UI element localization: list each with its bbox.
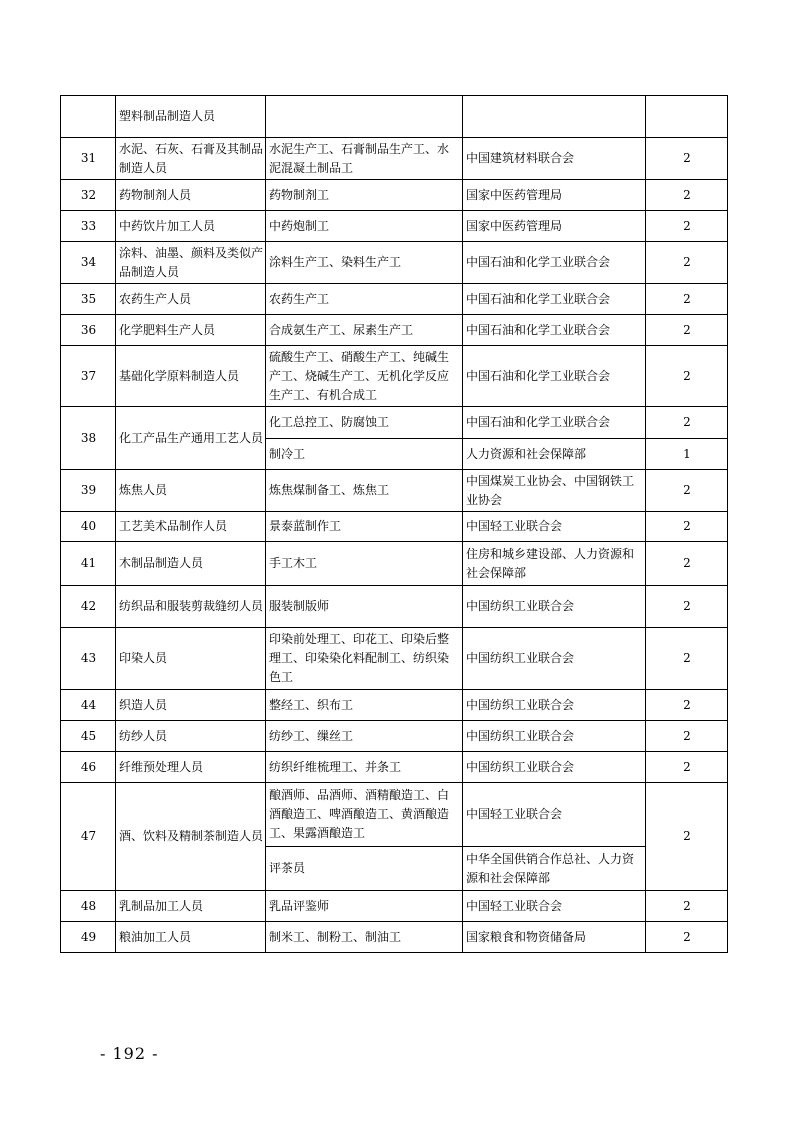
occupation-group: 中药饮片加工人员	[116, 211, 266, 242]
quota-count: 2	[646, 315, 728, 346]
quota-count: 2	[646, 346, 728, 407]
quota-count: 2	[646, 470, 728, 512]
quota-count: 2	[646, 586, 728, 628]
row-number: 39	[61, 470, 116, 512]
quota-count: 2	[646, 242, 728, 284]
job-title: 纺织纤维梳理工、并条工	[266, 752, 463, 783]
issuing-organization: 人力资源和社会保障部	[463, 439, 646, 470]
issuing-organization: 中华全国供销合作总社、人力资源和社会保障部	[463, 847, 646, 891]
issuing-organization: 国家中医药管理局	[463, 211, 646, 242]
row-number: 47	[61, 783, 116, 891]
occupation-group: 塑料制品制造人员	[116, 96, 266, 138]
job-title: 化工总控工、防腐蚀工	[266, 407, 463, 439]
job-title: 手工木工	[266, 542, 463, 586]
occupation-group: 印染人员	[116, 628, 266, 690]
row-number: 36	[61, 315, 116, 346]
occupation-group: 织造人员	[116, 690, 266, 721]
issuing-organization: 中国轻工业联合会	[463, 512, 646, 542]
row-number: 48	[61, 891, 116, 922]
table-row	[61, 315, 728, 346]
row-number: 49	[61, 922, 116, 953]
job-title: 印染前处理工、印花工、印染后整理工、印染染化料配制工、纺织染色工	[266, 628, 463, 690]
occupation-group: 纺纱人员	[116, 721, 266, 752]
table-row	[61, 690, 728, 721]
job-title: 硫酸生产工、硝酸生产工、纯碱生产工、烧碱生产工、无机化学反应生产工、有机合成工	[266, 346, 463, 407]
issuing-organization: 中国石油和化学工业联合会	[463, 284, 646, 315]
issuing-organization: 中国煤炭工业协会、中国钢铁工业协会	[463, 470, 646, 512]
quota-count	[646, 96, 728, 138]
job-title: 评茶员	[266, 847, 463, 891]
table-row	[61, 752, 728, 783]
job-title: 制米工、制粉工、制油工	[266, 922, 463, 953]
quota-count: 2	[646, 922, 728, 953]
issuing-organization: 中国轻工业联合会	[463, 891, 646, 922]
job-title: 中药炮制工	[266, 211, 463, 242]
occupation-group: 水泥、石灰、石膏及其制品制造人员	[116, 138, 266, 180]
job-title: 酿酒师、品酒师、酒精酿造工、白酒酿造工、啤酒酿造工、黄酒酿造工、果露酒酿造工	[266, 783, 463, 847]
table-row	[61, 407, 728, 439]
occupation-group: 酒、饮料及精制茶制造人员	[116, 783, 266, 891]
occupation-group: 纤维预处理人员	[116, 752, 266, 783]
occupation-group: 涂料、油墨、颜料及类似产品制造人员	[116, 242, 266, 284]
table-row	[61, 542, 728, 586]
table-row	[61, 96, 728, 138]
table-row	[61, 628, 728, 690]
occupation-table-body	[61, 96, 728, 953]
issuing-organization: 中国轻工业联合会	[463, 783, 646, 847]
issuing-organization: 中国纺织工业联合会	[463, 628, 646, 690]
job-title: 纺纱工、缫丝工	[266, 721, 463, 752]
table-row	[61, 346, 728, 407]
row-number: 31	[61, 138, 116, 180]
issuing-organization: 中国石油和化学工业联合会	[463, 242, 646, 284]
occupation-group: 纺织品和服装剪裁缝纫人员	[116, 586, 266, 628]
quota-count: 2	[646, 407, 728, 439]
job-title: 乳品评鉴师	[266, 891, 463, 922]
row-number: 38	[61, 407, 116, 470]
quota-count: 2	[646, 721, 728, 752]
row-number: 37	[61, 346, 116, 407]
table-row	[61, 242, 728, 284]
job-title: 农药生产工	[266, 284, 463, 315]
issuing-organization: 中国石油和化学工业联合会	[463, 407, 646, 439]
row-number: 35	[61, 284, 116, 315]
occupation-group: 粮油加工人员	[116, 922, 266, 953]
job-title: 涂料生产工、染料生产工	[266, 242, 463, 284]
quota-count: 2	[646, 891, 728, 922]
row-number: 41	[61, 542, 116, 586]
occupation-group: 工艺美术品制作人员	[116, 512, 266, 542]
quota-count: 2	[646, 180, 728, 211]
quota-count: 2	[646, 628, 728, 690]
issuing-organization: 中国纺织工业联合会	[463, 586, 646, 628]
quota-count: 2	[646, 138, 728, 180]
quota-count: 2	[646, 211, 728, 242]
job-title: 景泰蓝制作工	[266, 512, 463, 542]
job-title: 整经工、织布工	[266, 690, 463, 721]
occupation-table	[60, 95, 728, 953]
table-row	[61, 891, 728, 922]
issuing-organization: 中国纺织工业联合会	[463, 721, 646, 752]
job-title: 药物制剂工	[266, 180, 463, 211]
row-number: 44	[61, 690, 116, 721]
job-title: 服装制版师	[266, 586, 463, 628]
job-title: 制冷工	[266, 439, 463, 470]
occupation-group: 木制品制造人员	[116, 542, 266, 586]
table-row	[61, 922, 728, 953]
table-row	[61, 586, 728, 628]
table-row	[61, 284, 728, 315]
occupation-group: 化工产品生产通用工艺人员	[116, 407, 266, 470]
row-number: 33	[61, 211, 116, 242]
quota-count: 2	[646, 783, 728, 891]
issuing-organization: 中国建筑材料联合会	[463, 138, 646, 180]
occupation-group: 化学肥料生产人员	[116, 315, 266, 346]
page-number: - 192 -	[100, 1044, 159, 1063]
row-number: 43	[61, 628, 116, 690]
job-title: 炼焦煤制备工、炼焦工	[266, 470, 463, 512]
quota-count: 2	[646, 512, 728, 542]
issuing-organization: 中国纺织工业联合会	[463, 690, 646, 721]
issuing-organization: 国家中医药管理局	[463, 180, 646, 211]
table-row	[61, 211, 728, 242]
table-row	[61, 512, 728, 542]
row-number: 32	[61, 180, 116, 211]
issuing-organization: 住房和城乡建设部、人力资源和社会保障部	[463, 542, 646, 586]
table-row	[61, 470, 728, 512]
job-title	[266, 96, 463, 138]
quota-count: 2	[646, 690, 728, 721]
row-number: 34	[61, 242, 116, 284]
occupation-group: 农药生产人员	[116, 284, 266, 315]
row-number: 46	[61, 752, 116, 783]
table-row	[61, 721, 728, 752]
quota-count: 2	[646, 752, 728, 783]
quota-count: 1	[646, 439, 728, 470]
issuing-organization: 中国纺织工业联合会	[463, 752, 646, 783]
quota-count: 2	[646, 284, 728, 315]
row-number: 45	[61, 721, 116, 752]
issuing-organization: 中国石油和化学工业联合会	[463, 346, 646, 407]
table-row	[61, 138, 728, 180]
issuing-organization	[463, 96, 646, 138]
table-row	[61, 180, 728, 211]
issuing-organization: 中国石油和化学工业联合会	[463, 315, 646, 346]
table-row	[61, 783, 728, 847]
row-number	[61, 96, 116, 138]
quota-count: 2	[646, 542, 728, 586]
occupation-group: 炼焦人员	[116, 470, 266, 512]
job-title: 合成氨生产工、尿素生产工	[266, 315, 463, 346]
occupation-group: 药物制剂人员	[116, 180, 266, 211]
row-number: 42	[61, 586, 116, 628]
occupation-group: 基础化学原料制造人员	[116, 346, 266, 407]
row-number: 40	[61, 512, 116, 542]
job-title: 水泥生产工、石膏制品生产工、水泥混凝土制品工	[266, 138, 463, 180]
occupation-group: 乳制品加工人员	[116, 891, 266, 922]
issuing-organization: 国家粮食和物资储备局	[463, 922, 646, 953]
